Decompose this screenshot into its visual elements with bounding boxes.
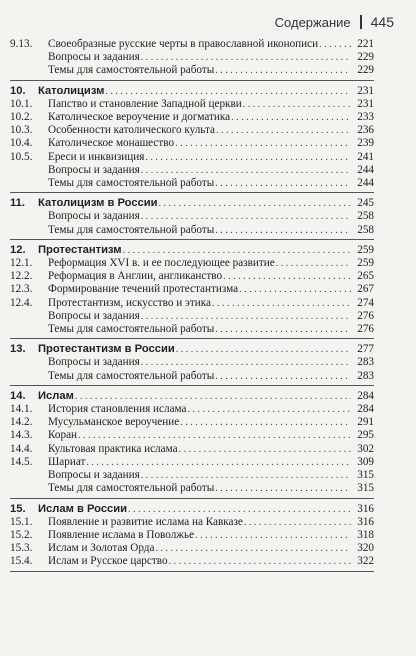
toc-entry-title: Формирование течений протестантизма [48,283,239,296]
toc-entry-page: 258 [357,210,374,223]
toc-entry[interactable] [10,164,374,177]
toc-entry-number: 13. [10,343,26,356]
toc-entry[interactable] [10,98,374,111]
dot-leader [141,51,351,64]
toc-entry[interactable] [10,224,374,237]
toc-entry-title: Реформация XVI в. и ее последующее развитие [48,257,275,270]
toc-entry-title: Культовая практика ислама [48,442,178,455]
toc-entry[interactable] [10,151,374,164]
toc-chapter [10,244,374,339]
toc-entry-number: 10.2. [10,111,33,124]
toc-entry-page: 233 [357,111,374,124]
dot-leader [223,270,351,283]
header-divider [360,15,362,29]
dot-leader [179,443,351,456]
toc-entry-page: 267 [357,283,374,296]
toc-entry[interactable] [10,297,374,310]
toc-entry-page: 236 [357,124,374,137]
toc-entry-number: 12. [10,243,26,256]
dot-leader [105,85,351,98]
table-of-contents [10,38,374,576]
toc-entry-page: 231 [357,97,374,110]
toc-entry-title: Католицизм в России [38,197,158,210]
toc-entry-title: Протестантизм [38,243,122,256]
toc-entry[interactable] [10,542,374,555]
toc-entry-title: Папство и становление Западной церкви [48,97,242,110]
dot-leader [244,516,351,529]
toc-entry-title: Протестантизм, искусство и этика [48,296,211,309]
toc-entry-page: 259 [357,243,374,256]
toc-entry-title: Ереси и инквизиция [48,150,145,163]
toc-entry[interactable] [10,64,374,77]
toc-entry-number: 10.1. [10,97,33,110]
dot-leader [215,482,351,495]
toc-entry-title: Появление ислама в Поволжье [48,528,195,541]
toc-entry-page: 291 [357,416,374,429]
toc-entry-number: 12.1. [10,257,33,270]
toc-entry[interactable] [10,429,374,442]
toc-entry[interactable] [10,38,374,51]
toc-chapter-heading[interactable] [10,503,374,516]
toc-entry-page: 244 [357,163,374,176]
toc-entry[interactable] [10,257,374,270]
toc-entry-page: 309 [357,455,374,468]
toc-entry-title: Католическое вероучение и догматика [48,111,231,124]
toc-entry-title: Темы для самостоятельной работы [48,482,215,495]
toc-entry-title: Вопросы и задания [48,51,140,64]
toc-entry-title: Вопросы и задания [48,469,140,482]
toc-entry-number: 15.3. [10,542,33,555]
toc-entry-title: Шариат [48,455,86,468]
toc-entry-title: Появление и развитие ислама на Кавказе [48,515,243,528]
toc-entry-title: Вопросы и задания [48,356,140,369]
toc-entry-page: 284 [357,389,374,402]
toc-chapter-heading[interactable] [10,343,374,356]
toc-entry-title: Протестантизм в России [38,343,175,356]
dot-leader [239,283,351,296]
toc-entry[interactable] [10,323,374,336]
toc-entry-title: Особенности католического культа [48,124,215,137]
toc-entry-number: 14.4. [10,442,33,455]
toc-entry[interactable] [10,516,374,529]
dot-leader [75,390,351,403]
toc-entry[interactable] [10,51,374,64]
dot-leader [180,416,351,429]
toc-entry-title: Темы для самостоятельной работы [48,64,215,77]
toc-entry-number: 14. [10,389,26,402]
toc-entry-title: Ислам в России [38,502,128,515]
toc-entry-number: 15.2. [10,528,33,541]
toc-entry[interactable] [10,356,374,369]
toc-entry-page: 322 [357,555,374,568]
dot-leader [141,310,351,323]
dot-leader [145,151,351,164]
toc-entry-title: Вопросы и задания [48,309,140,322]
toc-entry-number: 14.2. [10,416,33,429]
toc-entry-number: 12.3. [10,283,33,296]
toc-entry-page: 277 [357,343,374,356]
toc-entry-page: 229 [357,51,374,64]
toc-entry-number: 14.5. [10,455,33,468]
toc-entry[interactable] [10,456,374,469]
toc-entry-number: 10. [10,84,26,97]
toc-entry-title: Мусульманское вероучение [48,416,180,429]
dot-leader [195,529,351,542]
toc-entry-title: Темы для самостоятельной работы [48,323,215,336]
toc-entry-number: 11. [10,197,25,210]
dot-leader [123,244,351,257]
dot-leader [215,323,351,336]
toc-entry-page: 231 [357,84,374,97]
dot-leader [141,356,351,369]
toc-entry-title: Коран [48,429,78,442]
toc-entry-title: Темы для самостоятельной работы [48,223,215,236]
toc-entry-page: 244 [357,177,374,190]
toc-entry[interactable] [10,482,374,495]
toc-entry[interactable] [10,370,374,383]
toc-entry-page: 259 [357,257,374,270]
toc-entry-page: 221 [357,38,374,50]
dot-leader [212,297,351,310]
toc-entry-page: 241 [357,150,374,163]
toc-entry-number: 10.3. [10,124,33,137]
toc-entry-title: Вопросы и задания [48,210,140,223]
toc-chapter-heading[interactable] [10,390,374,403]
toc-entry-title: Католицизм [38,84,105,97]
toc-entry-title: Реформация в Англии, англиканство [48,270,223,283]
dot-leader [155,542,351,555]
toc-entry-page: 274 [357,296,374,309]
toc-chapter-heading[interactable] [10,85,374,98]
toc-entry-title: Темы для самостоятельной работы [48,369,215,382]
toc-entry[interactable] [10,124,374,137]
toc-entry[interactable] [10,310,374,323]
toc-entry[interactable] [10,270,374,283]
dot-leader [215,370,351,383]
toc-entry-page: 239 [357,137,374,150]
toc-entry-page: 302 [357,442,374,455]
toc-entry-number: 9.13. [10,38,33,50]
toc-entry[interactable] [10,210,374,223]
dot-leader [78,429,351,442]
dot-leader [215,177,351,190]
toc-entry-number: 14.1. [10,403,33,416]
toc-entry-page: 320 [357,542,374,555]
dot-leader [175,137,351,150]
dot-leader [141,469,351,482]
toc-entry-title: Своеобразные русские черты в православной иконописи [48,38,319,50]
dot-leader [276,257,351,270]
dot-leader [141,164,351,177]
toc-entry-page: 316 [357,502,374,515]
toc-chapter [10,85,374,194]
toc-chapter [10,38,374,81]
toc-entry[interactable] [10,443,374,456]
dot-leader [216,124,351,137]
toc-chapter [10,503,374,572]
toc-entry-page: 284 [357,403,374,416]
toc-entry-title: Вопросы и задания [48,163,140,176]
dot-leader [243,98,351,111]
toc-entry[interactable] [10,283,374,296]
dot-leader [231,111,351,124]
dot-leader [128,503,351,516]
toc-entry[interactable] [10,403,374,416]
dot-leader [159,197,351,210]
toc-entry-number: 15.4. [10,555,33,568]
toc-chapter [10,197,374,240]
toc-entry[interactable] [10,416,374,429]
toc-entry[interactable] [10,111,374,124]
toc-entry-page: 315 [357,482,374,495]
toc-entry[interactable] [10,177,374,190]
dot-leader [169,555,351,568]
toc-entry-page: 276 [357,309,374,322]
running-head-section: Содержание [274,14,351,30]
dot-leader [188,403,351,416]
dot-leader [86,456,351,469]
toc-entry-page: 315 [357,469,374,482]
toc-entry-page: 276 [357,323,374,336]
dot-leader [215,224,351,237]
toc-entry-title: Темы для самостоятельной работы [48,177,215,190]
toc-entry-page: 318 [357,528,374,541]
toc-entry-page: 316 [357,515,374,528]
toc-entry-title: История становления ислама [48,403,187,416]
toc-entry[interactable] [10,469,374,482]
toc-entry[interactable] [10,555,374,568]
toc-entry[interactable] [10,137,374,150]
toc-entry-page: 295 [357,429,374,442]
toc-entry-number: 12.4. [10,296,33,309]
dot-leader [319,38,351,51]
toc-entry-title: Ислам и Золотая Орда [48,542,155,555]
toc-entry-number: 15. [10,502,26,515]
toc-chapter-heading[interactable] [10,244,374,257]
toc-entry-page: 283 [357,356,374,369]
toc-chapter [10,390,374,499]
toc-entry-page: 258 [357,223,374,236]
toc-chapter-heading[interactable] [10,197,374,210]
toc-entry-page: 245 [357,197,374,210]
toc-entry-title: Ислам и Русское царство [48,555,168,568]
dot-leader [215,64,351,77]
dot-leader [176,343,351,356]
toc-entry-page: 283 [357,369,374,382]
toc-entry-number: 15.1. [10,515,33,528]
running-head [275,14,394,30]
toc-entry-title: Ислам [38,389,74,402]
toc-entry-number: 10.5. [10,150,33,163]
toc-entry-title: Католическое монашество [48,137,175,150]
toc-entry-number: 12.2. [10,270,33,283]
toc-entry-page: 229 [357,64,374,77]
toc-entry-number: 14.3. [10,429,33,442]
toc-entry-number: 10.4. [10,137,33,150]
page-number: 445 [370,14,394,30]
toc-entry[interactable] [10,529,374,542]
dot-leader [141,210,351,223]
toc-entry-page: 265 [357,270,374,283]
toc-chapter [10,343,374,386]
